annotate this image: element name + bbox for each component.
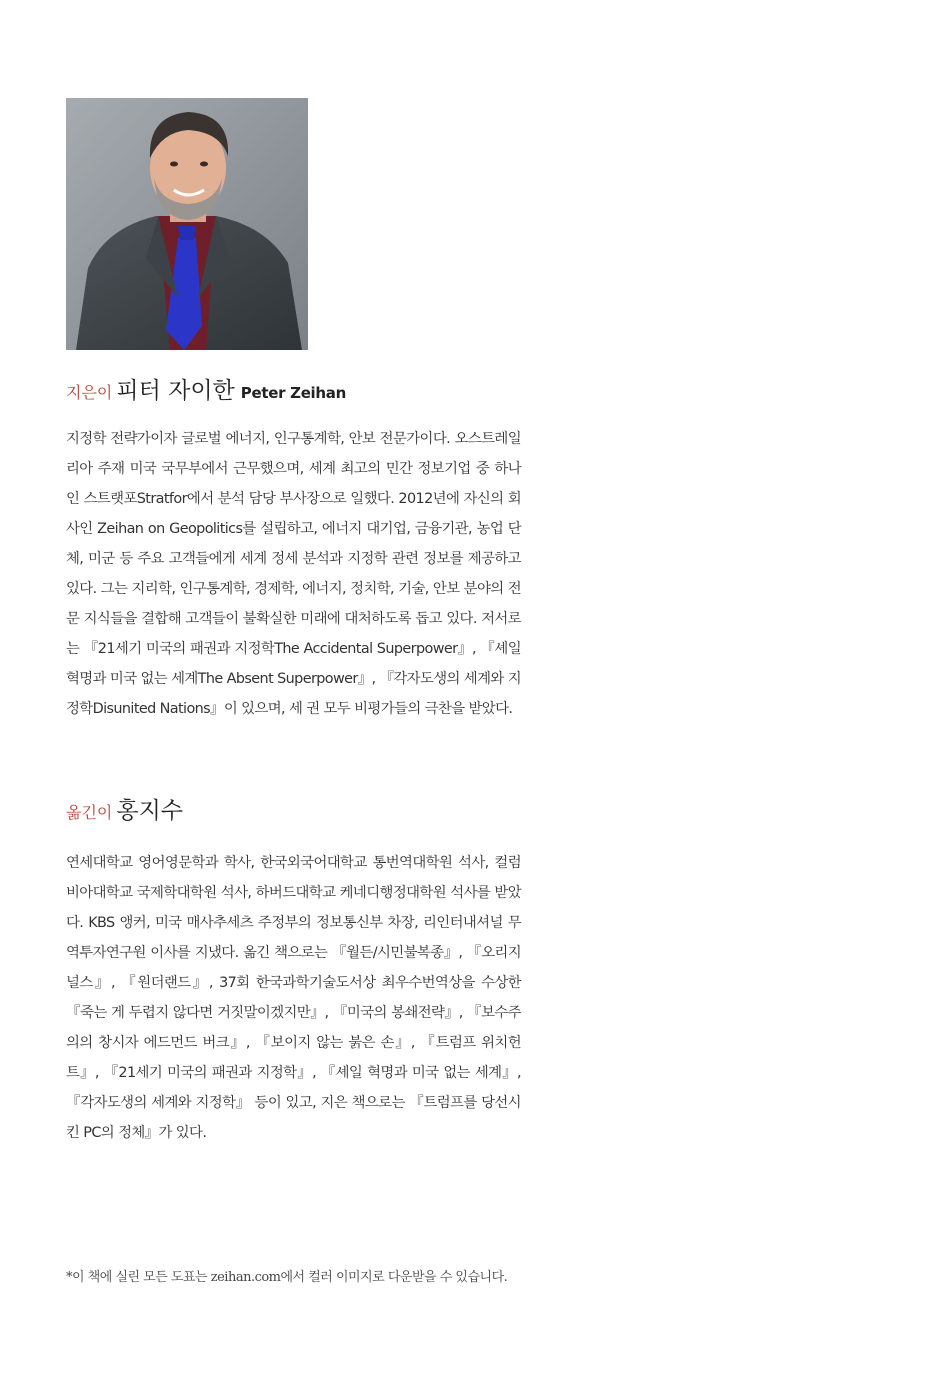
author-role-label: 지은이 [66, 383, 113, 402]
author-bio: 지정학 전략가이자 글로벌 에너지, 인구통계학, 안보 전문가이다. 오스트레일리아 주재 미국 국무부에서 근무했으며, 세계 최고의 민간 정보기업 중 하나인 스트랫포Stratfor에서 분석 담당 부사장으로 일했다. 2012년에 자신의 회사인 Zeihan on Geopolitics를 설립하고, 에너지 대기업, 금융기관, 농업 단체, 미군 등 주요 고객들에게 세계 정세 분석과 지정학 관련 정보를 제공하고 있다. 그는 지리학, 인구통계학, 경제학, 에너지, 정치학, 기술, 안보 분야의 전문 지식들을 결합해 고객들이 불확실한 미래에 대처하도록 돕고 있다. 저서로는 『21세기 미국의 패권과 지정학The Accidental Superpower』, 『셰일 혁명과 미국 없는 세계The Absent Superpower』, 『각자도생의 세계와 지정학Disunited Nations』이 있으며, 세 권 모두 비평가들의 극찬을 받았다. [66, 431, 521, 717]
translator-role-label: 옮긴이 [66, 803, 113, 822]
author-photo [66, 98, 308, 350]
author-name-english: Peter Zeihan [240, 384, 346, 402]
author-heading [66, 380, 346, 403]
footnote: *이 책에 실린 모든 도표는 zeihan.com에서 컬러 이미지로 다운받을 수 있습니다. [66, 1270, 508, 1285]
author-name-korean: 피터 자이한 [116, 378, 235, 404]
translator-bio: 연세대학교 영어영문학과 학사, 한국외국어대학교 통번역대학원 석사, 컬럼비아대학교 국제학대학원 석사, 하버드대학교 케네디행정대학원 석사를 받았다. KBS 앵커, 미국 매사추세츠 주정부의 정보통신부 차장, 리인터내셔널 무역투자연구원 이사를 지냈다. 옮긴 책으로는 『월든/시민불복종』, 『오리지널스』, 『원더랜드』, 37회 한국과학기술도서상 최우수번역상을 수상한 『죽는 게 두렵지 않다면 거짓말이겠지만』, 『미국의 봉쇄전략』, 『보수주의의 창시자 에드먼드 버크』, 『보이지 않는 붉은 손』, 『트럼프 위치헌트』, 『21세기 미국의 패권과 지정학』, 『셰일 혁명과 미국 없는 세계』, 『각자도생의 세계와 지정학』 등이 있고, 지은 책으로는 『트럼프를 당선시킨 PC의 정체』가 있다. [66, 855, 521, 1141]
translator-name-korean: 홍지수 [116, 798, 184, 824]
translator-heading [66, 800, 183, 823]
